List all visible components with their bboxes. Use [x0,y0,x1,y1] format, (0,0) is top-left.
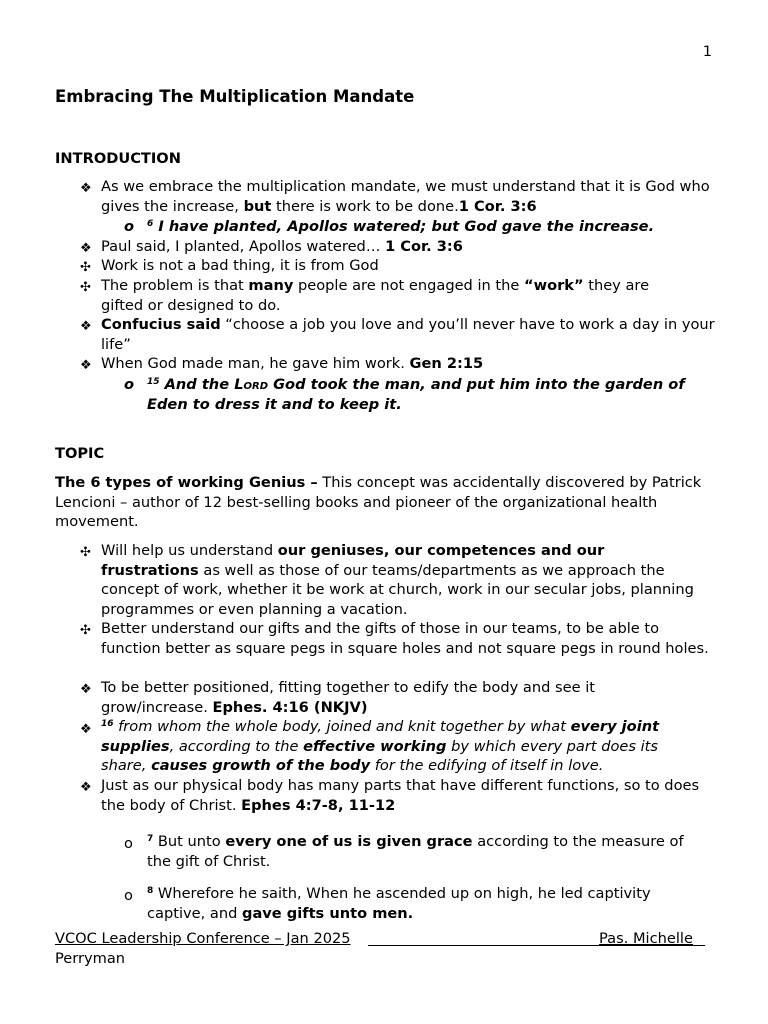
verse-quote: $^{16}$ from whom the whole body, joined and knit together by what every joint supplies, according to the effective working by which every part does its share, causes growth of the body for the edifying of itself in love. [101,718,660,775]
list-item: Will help us understand our geniuses, our competences and our frustrations as well as those of our teams/departments as we approach the concept of work, whether it be work at church, work in our secular jobs, planning programmes or even planning a vacation. [101,542,694,618]
sub-bullet-icon: o [124,376,135,393]
page-footer [55,929,715,969]
list-item: When God made man, he gave him work. Gen 2:15 [101,355,484,372]
list-item: Just as our physical body has many parts that have different functions, so to does the body of Christ. Ephes 4:7-8, 11-12 [101,777,700,814]
sub-bullet-icon: o [124,218,135,235]
list-item: As we embrace the multiplication mandate, we must understand that it is God who gives the increase, but there is work to be done.1 Cor. 3:6 [101,178,710,215]
star-bullet-icon: ✣ [80,623,91,638]
footer-left-text: VCOC Leadership Conference – Jan 2025 [55,930,351,947]
star-bullet-icon: ✣ [80,280,91,295]
list-item: Paul said, I planted, Apollos watered… 1 Cor. 3:6 [101,238,463,255]
diamond-bullet-icon: ❖ [80,358,92,373]
page-number: 1 [702,43,712,60]
verse-quote: $^{15}$ And the Lord God took the man, and put him into the garden of Eden to dress it and to keep it. [147,376,685,413]
footer-author-cont: Perryman [55,950,126,967]
verse-quote: $^8$ Wherefore he saith, When he ascended up on high, he led captivity captive, and gave gifts unto men. [147,885,651,922]
diamond-bullet-icon: ❖ [80,722,92,737]
star-bullet-icon: ✣ [80,545,91,560]
section-heading-topic: TOPIC [55,445,105,462]
diamond-bullet-icon: ❖ [80,682,92,697]
diamond-bullet-icon: ❖ [80,319,92,334]
document-title: Embracing The Multiplication Mandate [55,87,415,106]
sub-bullet-icon: o [124,887,133,904]
section-heading-introduction: INTRODUCTION [55,150,181,167]
list-item: Better understand our gifts and the gifts of those in our teams, to be able to function better as square pegs in square holes and not square pegs in round holes. [101,620,709,657]
verse-quote: $^7$ But unto every one of us is given grace according to the measure of the gift of Christ. [147,833,684,870]
list-item: The problem is that many people are not engaged in the “work” they are gifted or designed to do. [101,277,650,314]
star-bullet-icon: ✣ [80,260,91,275]
footer-author: Pas. Michelle [599,930,693,947]
verse-quote: $^6$ I have planted, Apollos watered; but God gave the increase. [147,218,655,235]
diamond-bullet-icon: ❖ [80,241,92,256]
list-item: Confucius said “choose a job you love and you’ll never have to work a day in your life” [101,316,715,353]
topic-intro-paragraph: The 6 types of working Genius – This concept was accidentally discovered by Patrick Lencioni – author of 12 best-selling books and pioneer of the organizational health movement. [55,474,702,531]
diamond-bullet-icon: ❖ [80,181,92,196]
list-item: Work is not a bad thing, it is from God [101,257,379,274]
diamond-bullet-icon: ❖ [80,780,92,795]
list-item: To be better positioned, fitting together to edify the body and see it grow/increase. Ephes. 4:16 (NKJV) [101,679,595,716]
sub-bullet-icon: o [124,835,133,852]
